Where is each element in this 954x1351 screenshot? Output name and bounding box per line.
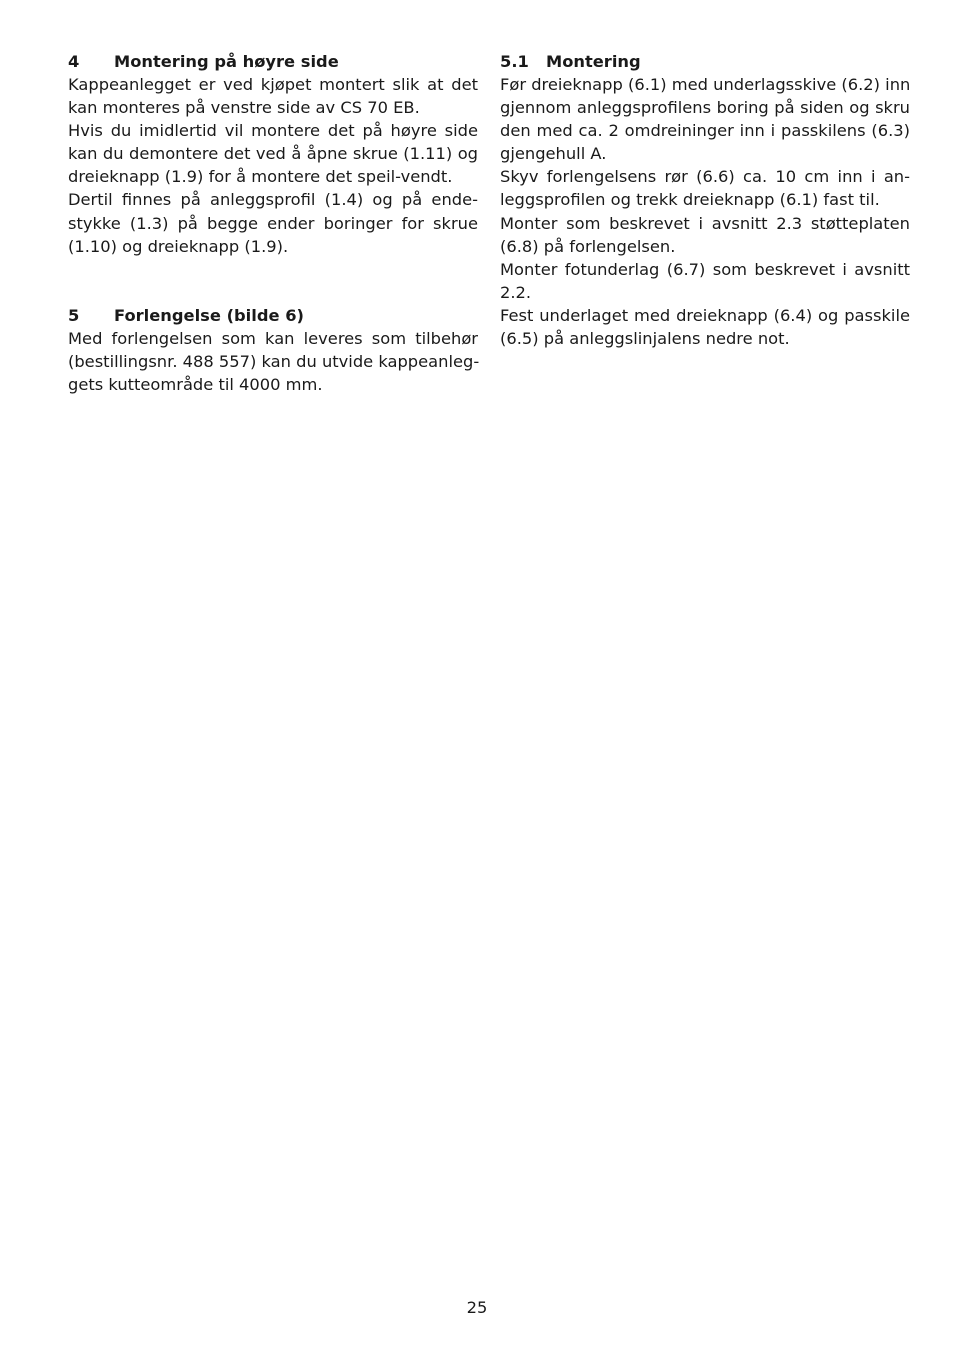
text-line: Monter som beskrevet i avsnitt 2.3 støtteplaten xyxy=(500,213,910,233)
text-line: Skyv forlengelsens rør (6.6) ca. 10 cm inn i an- xyxy=(500,167,910,187)
section-title: Forlengelse (bilde 6) xyxy=(114,305,304,325)
text-line: den med ca. 2 omdreininger inn i passkilens (6.3) xyxy=(500,121,910,141)
paragraph xyxy=(68,73,478,119)
text-line: Monter fotunderlag (6.7) som beskrevet i avsnitt xyxy=(500,259,910,279)
text-line: (1.10) og dreieknapp (1.9). xyxy=(68,236,289,256)
paragraph xyxy=(500,212,910,258)
text-line: Hvis du imidlertid vil montere det på høyre side xyxy=(68,121,478,141)
section-5-1 xyxy=(500,50,910,350)
section-number: 5.1 xyxy=(500,52,529,71)
paragraph xyxy=(68,188,478,257)
text-line: 2.2. xyxy=(500,282,532,302)
section-4-heading xyxy=(68,50,478,73)
text-line: leggsprofilen og trekk dreieknapp (6.1) fast til. xyxy=(500,190,880,210)
page-number: 25 xyxy=(466,1298,488,1317)
text-line: (6.5) på anleggslinjalens nedre not. xyxy=(500,329,790,349)
section-number: 4 xyxy=(68,52,80,71)
section-title: Montering på høyre side xyxy=(114,52,339,71)
section-5-1-heading xyxy=(500,50,910,73)
section-5 xyxy=(68,304,478,396)
text-line: gets kutteområde til 4000 mm. xyxy=(68,374,323,394)
paragraph xyxy=(500,304,910,350)
text-line: Dertil finnes på anleggsprofil (1.4) og på ende- xyxy=(68,190,478,210)
section-4 xyxy=(68,50,478,258)
text-line: (6.8) på forlengelsen. xyxy=(500,236,676,256)
text-line: Før dreieknapp (6.1) med underlagsskive (6.2) inn xyxy=(500,75,911,94)
text-line: stykke (1.3) på begge ender boringer for skrue xyxy=(68,213,478,233)
text-line: kan monteres på venstre side av CS 70 EB. xyxy=(68,98,420,118)
paragraph xyxy=(68,119,478,188)
section-5-heading xyxy=(68,304,478,327)
paragraph xyxy=(500,258,910,304)
paragraph xyxy=(500,165,910,211)
text-line: gjengehull A. xyxy=(500,144,607,164)
text-line: kan du demontere det ved å åpne skrue (1.11) og xyxy=(68,144,478,164)
text-line: Fest underlaget med dreieknapp (6.4) og passkile xyxy=(500,305,910,325)
section-title: Montering xyxy=(546,52,641,71)
left-column xyxy=(68,50,478,396)
text-line: (bestillingsnr. 488 557) kan du utvide kappeanleg- xyxy=(68,351,480,371)
text-line: Kappeanlegget er ved kjøpet montert slik at det xyxy=(68,75,478,94)
section-spacer xyxy=(68,258,478,304)
right-column xyxy=(500,50,910,350)
text-line: Med forlengelsen som kan leveres som tilbehør xyxy=(68,328,478,348)
paragraph xyxy=(68,327,478,396)
section-number: 5 xyxy=(68,305,80,325)
text-line: dreieknapp (1.9) for å montere det speil-vendt. xyxy=(68,167,453,187)
text-line: gjennom anleggsprofilens boring på siden og skru xyxy=(500,98,910,118)
paragraph xyxy=(500,73,910,165)
